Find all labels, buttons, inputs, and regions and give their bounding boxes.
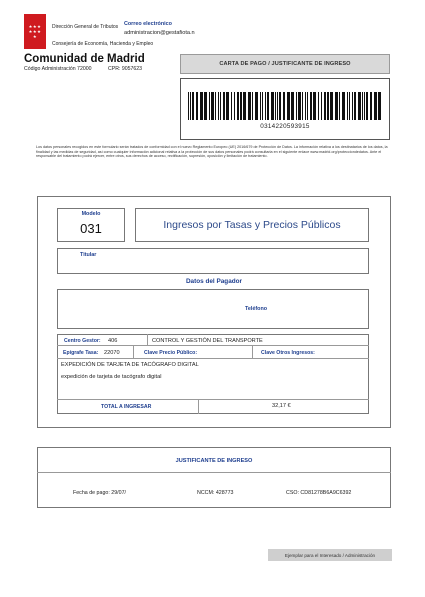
barcode-bar [209, 92, 210, 120]
pagador-field [57, 289, 369, 329]
barcode-bar [374, 92, 377, 120]
barcode-bar [267, 92, 269, 120]
barcode-bar [226, 92, 229, 120]
justificante-title: JUSTIFICANTE DE INGRESO [175, 458, 253, 464]
barcode-bar [271, 92, 274, 120]
barcode-icon [186, 92, 384, 120]
pagador-section-title: Datos del Pagador [185, 278, 243, 285]
barcode-bar [305, 92, 306, 120]
barcode-bar [342, 92, 345, 120]
barcode-bar [200, 92, 203, 120]
barcode-bar [260, 92, 261, 120]
table-divider [57, 399, 369, 400]
telefono-label: Teléfono [245, 306, 268, 312]
barcode-bar [215, 92, 216, 120]
barcode-bar [240, 92, 242, 120]
barcode-bar [347, 92, 348, 120]
ingresos-title [135, 208, 369, 242]
barcode-bar [335, 92, 338, 120]
clave-precio-label: Clave Precio Público: [144, 350, 198, 356]
email-label: Correo electrónico [124, 21, 172, 27]
barcode-bar [248, 92, 251, 120]
epigrafe-value: 22070 [104, 350, 120, 356]
barcode-bar [204, 92, 207, 120]
logo-stars-icon: ★★★ ★★★ ★ [28, 24, 42, 39]
barcode-bar [307, 92, 308, 120]
barcode-bar [265, 92, 266, 120]
descripcion-detail: expedición de tarjeta de tacógrafo digital [61, 374, 162, 380]
barcode-bar [349, 92, 350, 120]
org-line1: Dirección General de Tributos [52, 24, 119, 30]
barcode-bar [296, 92, 297, 120]
barcode-bar [354, 92, 356, 120]
titular-label: Titular [80, 252, 97, 258]
table-divider [57, 358, 369, 359]
barcode-bar [313, 92, 316, 120]
barcode-bar [277, 92, 278, 120]
barcode-bar [364, 92, 365, 120]
centro-gestor-code: 406 [108, 338, 118, 344]
barcode-bar [211, 92, 214, 120]
nccm-code: NCCM: 428773 [197, 490, 234, 496]
barcode-number: 0314220593915 [260, 123, 310, 130]
email-value: administracion@gestafiota.n [124, 30, 195, 36]
barcode-bar [231, 92, 232, 120]
barcode-bar [279, 92, 281, 120]
barcode-bar [302, 92, 303, 120]
modelo-value: 031 [80, 221, 102, 236]
descripcion-title: EXPEDICIÓN DE TARJETA DE TACÓGRAFO DIGITAL [61, 362, 199, 368]
barcode-bar [330, 92, 333, 120]
clave-otros-label: Clave Otros Ingresos: [261, 350, 315, 356]
codigo-administracion: Código Administración 72000 [24, 66, 92, 72]
table-divider [57, 345, 369, 346]
barcode-bar [192, 92, 194, 120]
barcode-bar [318, 92, 319, 120]
centro-gestor-label: Centro Gestor: [64, 338, 101, 344]
barcode-bar [287, 92, 290, 120]
barcode-bar [190, 92, 191, 120]
barcode-bar [362, 92, 363, 120]
barcode-bar [220, 92, 221, 120]
ejemplar-label: Ejemplar para el Interesado / Administración [284, 552, 376, 558]
barcode-bar [310, 92, 312, 120]
page-title: Comunidad de Madrid [24, 53, 145, 65]
privacy-notice: Los datos personales recogidos en este formulario serán tratados de conformidad con el nuevo Reglamento Europeo (UE) 2016/679 de Protección de Datos. La información relativa a los destinatarios de los datos, la finalidad y las medidas de seguridad, así como cualquier información adicional relativa a la protección de sus datos personales podrá consultarla en el siguiente enlace www.madrid.org/protecciondedatos. Ante el responsable del tratamiento podrá ejercer, entre otros, sus derechos de acceso, rectificación, supresión, oposición y limitación de tratamiento. [36, 145, 388, 159]
cpr-code: CPR: 9057623 [108, 66, 143, 72]
barcode-bar [352, 92, 353, 120]
barcode-bar [255, 92, 258, 120]
barcode-bar [324, 92, 326, 120]
epigrafe-label: Epígrafe Tasa: [63, 350, 99, 356]
barcode-bar [223, 92, 225, 120]
barcode-bar [366, 92, 368, 120]
fecha-pago: Fecha de pago: 29/07/ [73, 490, 127, 496]
justificante-divider [37, 472, 391, 473]
table-divider [133, 345, 134, 358]
table-divider [252, 345, 253, 358]
barcode-bar [188, 92, 189, 120]
ejemplar-footer [268, 549, 392, 561]
barcode-bar [339, 92, 340, 120]
barcode-bar [196, 92, 198, 120]
barcode-bar [358, 92, 361, 120]
cso-code: CSO: CD81278B6A9C6392 [286, 490, 352, 496]
barcode-bar [234, 92, 235, 120]
carta-title-text: CARTA DE PAGO / JUSTIFICANTE DE INGRESO [219, 61, 351, 67]
modelo-label: Modelo [81, 211, 101, 217]
ingresos-title-text: Ingresos por Tasas y Precios Públicos [163, 219, 341, 231]
total-label: TOTAL A INGRESAR [101, 404, 152, 410]
table-divider [147, 334, 148, 345]
barcode-bar [243, 92, 246, 120]
barcode-bar [378, 92, 381, 120]
barcode-bar [327, 92, 329, 120]
justificante-box [37, 447, 391, 508]
total-value: 32,17 € [272, 403, 291, 409]
barcode-bar [218, 92, 219, 120]
carta-de-pago-title [180, 54, 390, 74]
table-divider [198, 399, 199, 414]
centro-gestor-name: CONTROL Y GESTIÓN DEL TRANSPORTE [152, 338, 263, 344]
barcode-bar [291, 92, 294, 120]
barcode-bar [370, 92, 372, 120]
barcode-bar [283, 92, 285, 120]
barcode-bar [252, 92, 253, 120]
barcode-bar [237, 92, 239, 120]
barcode-bar [275, 92, 276, 120]
barcode-bar [298, 92, 301, 120]
barcode-bar [321, 92, 322, 120]
org-line2: Consejería de Economía, Hacienda y Empleo [52, 41, 154, 47]
barcode-bar [262, 92, 263, 120]
titular-field [57, 248, 369, 274]
